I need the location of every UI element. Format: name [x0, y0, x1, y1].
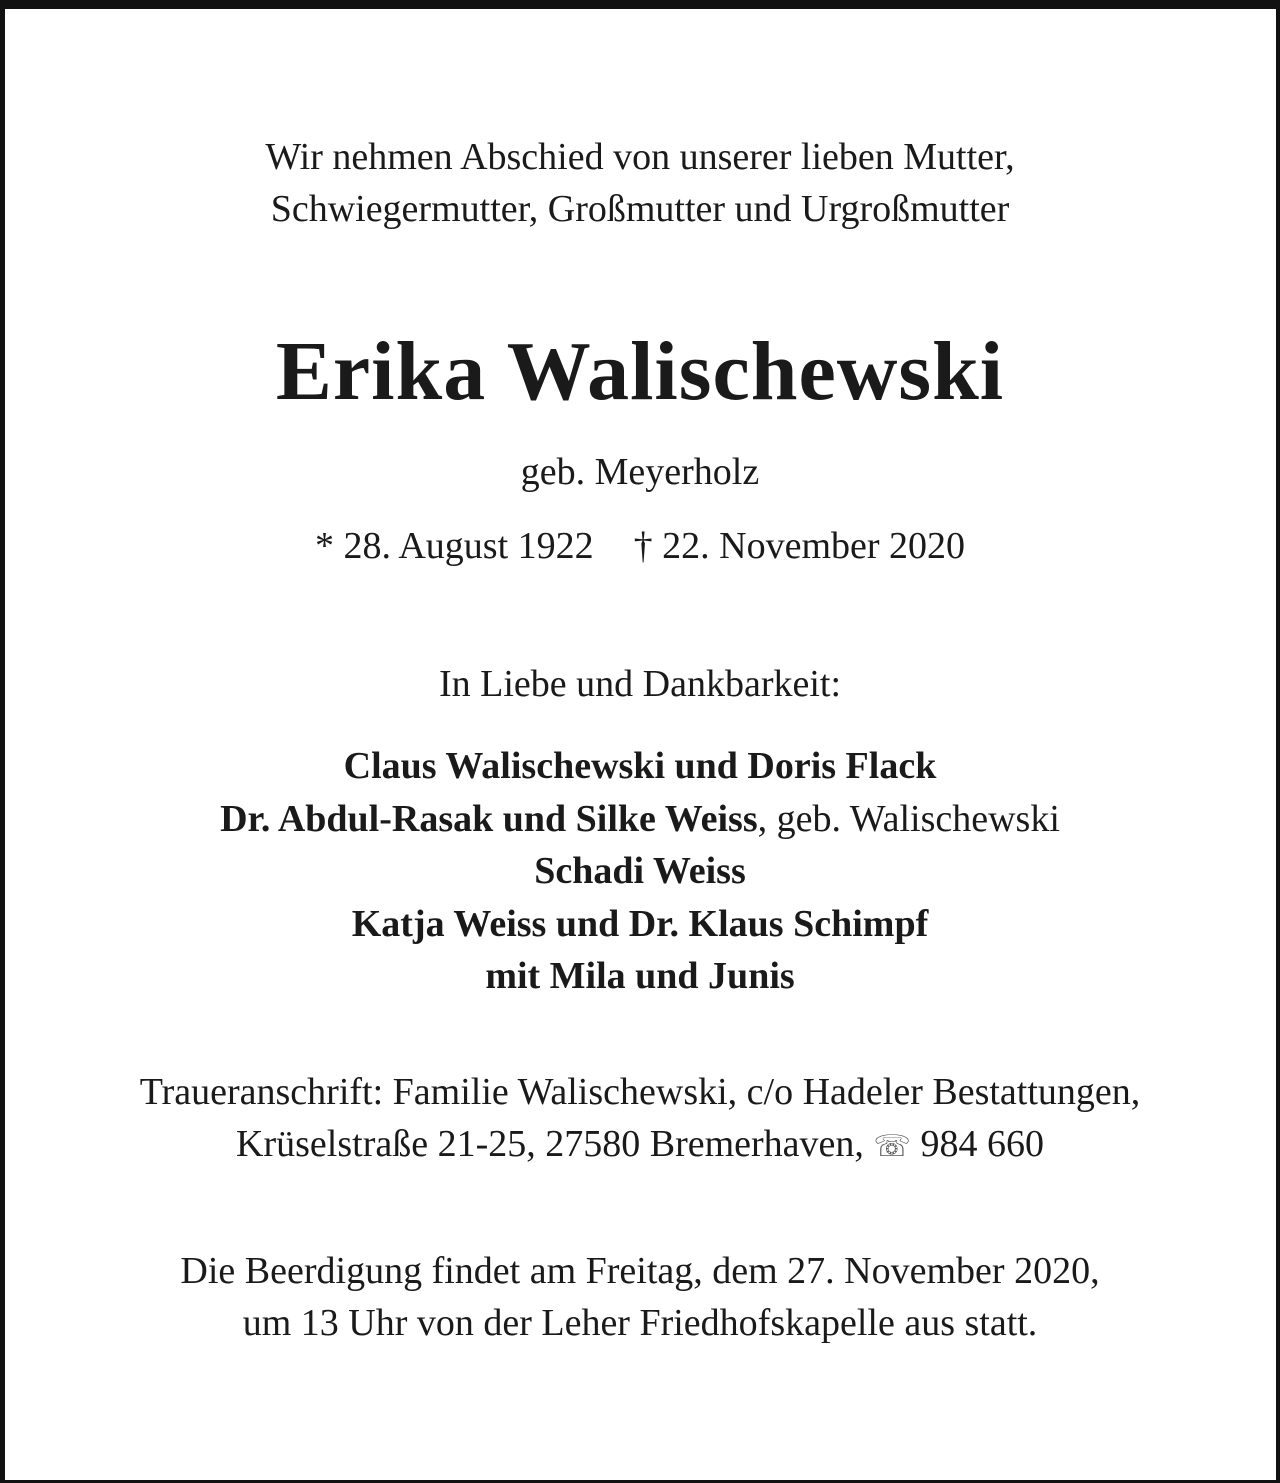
telephone-icon: ☏	[873, 1129, 911, 1164]
maiden-name: geb. Meyerholz	[520, 451, 760, 493]
address-street: Krüselstraße 21-25, 27580 Bremerhaven,	[236, 1123, 864, 1165]
family-line-5: mit Mila und Junis	[485, 955, 795, 997]
address-line-2	[0, 1118, 1280, 1173]
address-line-1: Traueranschrift: Familie Walischewski, c/o Hadeler Bestattungen,	[139, 1071, 1141, 1113]
phone-number: 984 660	[920, 1123, 1044, 1165]
dedication: In Liebe und Dankbarkeit:	[438, 663, 842, 705]
family-line-2-maiden: , geb. Walischewski	[757, 798, 1060, 840]
life-dates	[0, 520, 1280, 572]
family-line-2	[0, 793, 1280, 845]
deceased-name: Erika Walischewski	[275, 325, 1005, 418]
birth-date: * 28. August 1922	[314, 525, 594, 567]
intro-line-2: Schwiegermutter, Großmutter und Urgroßmutter	[270, 188, 1010, 230]
family-line-2-names: Dr. Abdul-Rasak und Silke Weiss	[220, 798, 758, 840]
family-line-3: Schadi Weiss	[534, 850, 746, 892]
funeral-line-1: Die Beerdigung findet am Freitag, dem 27. November 2020,	[180, 1250, 1100, 1292]
funeral-line-2: um 13 Uhr von der Leher Friedhofskapelle aus statt.	[242, 1302, 1038, 1344]
death-date: † 22. November 2020	[633, 525, 966, 567]
family-line-1: Claus Walischewski und Doris Flack	[343, 745, 937, 787]
family-line-4: Katja Weiss und Dr. Klaus Schimpf	[351, 903, 929, 945]
intro-line-1: Wir nehmen Abschied von unserer lieben Mutter,	[265, 136, 1015, 178]
